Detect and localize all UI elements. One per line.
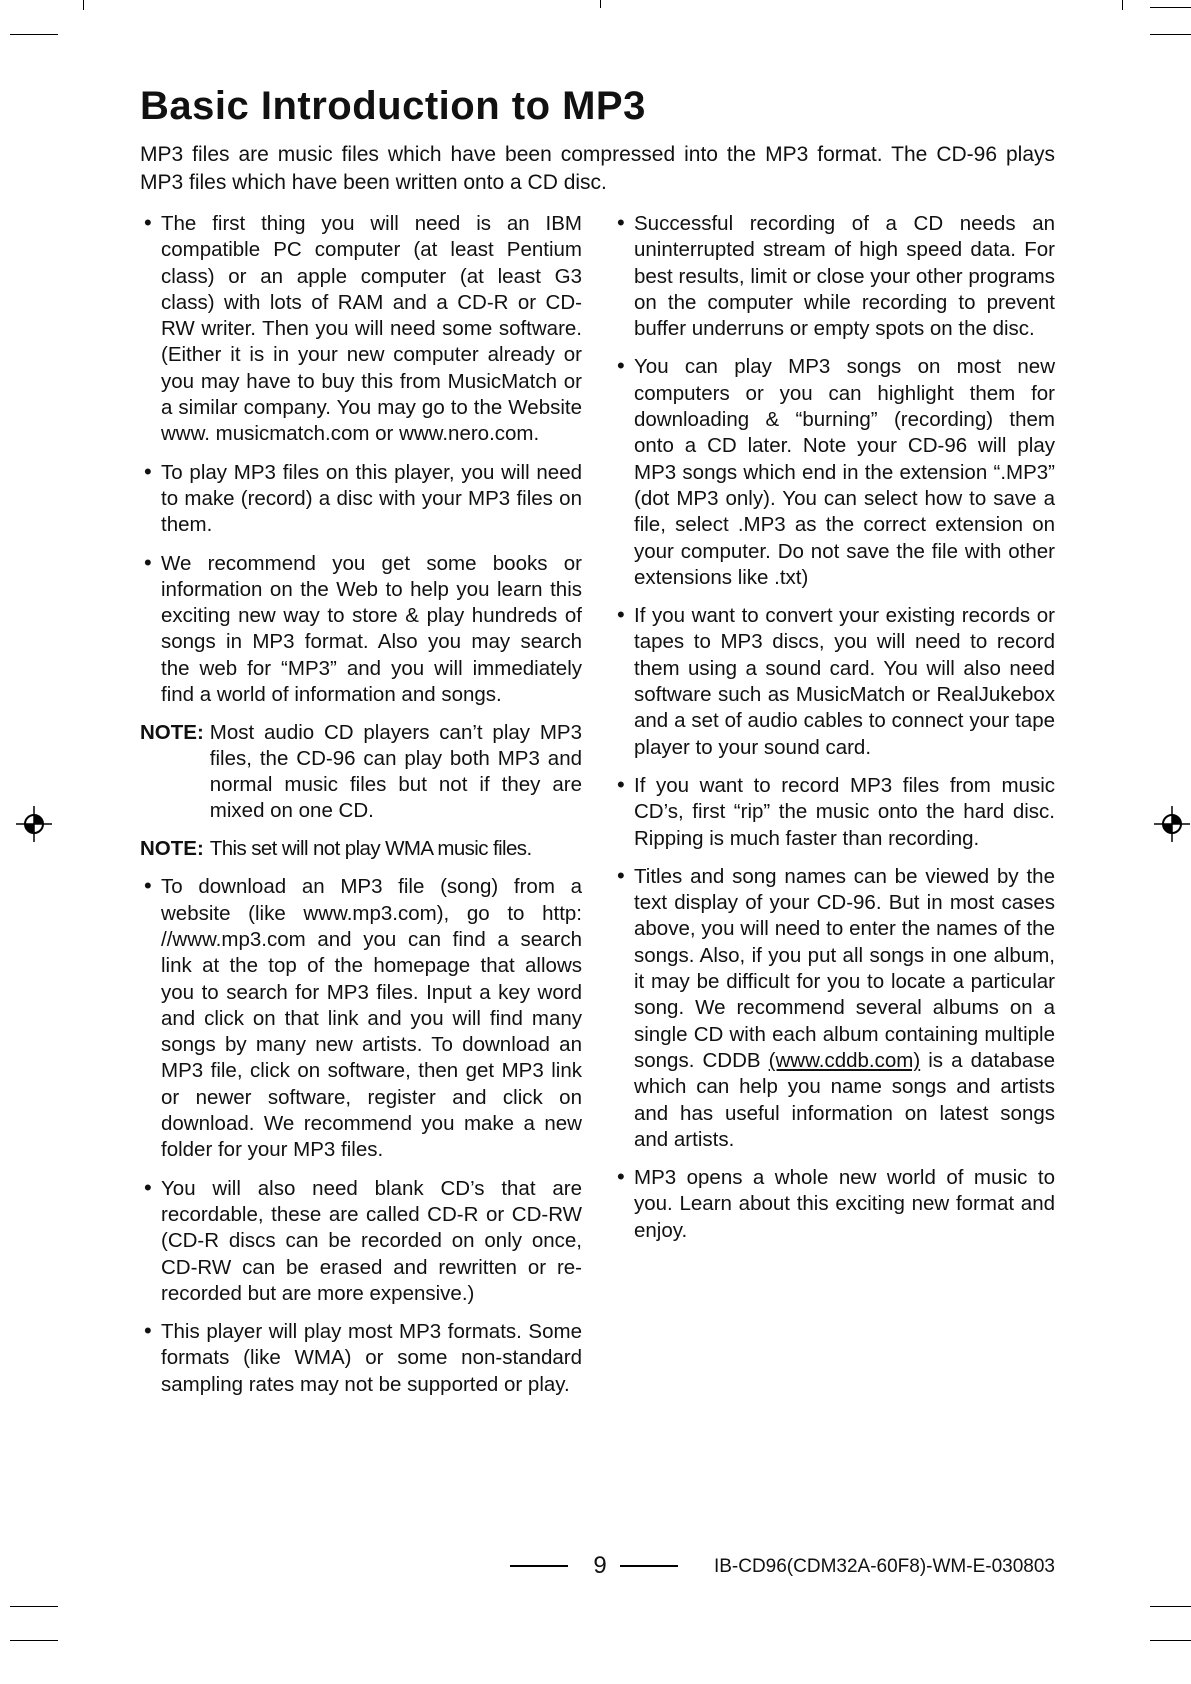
bullet-text: This player will play most MP3 formats. Some formats (like WMA) or some non-standard sampling rates may not be supported or play.	[161, 1320, 582, 1396]
note-text: This set will not play WMA music files.	[209, 837, 532, 861]
bullet-text: To download an MP3 file (song) from a website (like www.mp3.com), go to http: //www.mp3.com and you can find a search link at the top of the homepage that allows you to search for MP3 files. Input a key word and click on that link and you will find many songs by many new artists. To download an MP3 file, click on software, then get MP3 link or newer software, register and click on download. We recommend you make a new folder for your MP3 files.	[161, 875, 582, 1162]
bullet-text: You will also need blank CD’s that are recordable, these are called CD-R or CD-RW (CD-R discs can be recorded on only once, CD-RW can be erased and rewritten or re-recorded but are more expensive.)	[161, 1176, 582, 1305]
bullet-icon: •	[617, 602, 625, 628]
footer-rule-left	[510, 1565, 568, 1567]
intro-paragraph: MP3 files are music files which have been compressed into the MP3 format. The CD-96 plays MP3 files which have been written onto a CD disc.	[140, 143, 1055, 194]
bullet-icon: •	[144, 1318, 152, 1344]
bullet-item	[140, 874, 582, 1163]
bullet-item	[140, 460, 582, 539]
right-column	[613, 211, 1055, 1410]
page-number: 9	[593, 1552, 607, 1579]
cddb-text-after: is a database which can help you name songs and artists and has useful information on latest songs and artists.	[634, 1048, 1055, 1151]
note-text: Most audio CD players can’t play MP3 files, the CD-96 can play both MP3 and normal music files but not if they are mixed on one CD.	[209, 721, 582, 823]
bullet-text: If you want to convert your existing records or tapes to MP3 discs, you will need to record them using a sound card. You will also need software such as MusicMatch or RealJukebox and a set of audio cables to connect your tape player to your sound card.	[634, 604, 1055, 759]
bullet-icon: •	[617, 353, 625, 379]
page-title: Basic Introduction to MP3	[140, 84, 646, 128]
bullet-icon: •	[617, 210, 625, 235]
cddb-text-before: Titles and song names can be viewed by the text display of your CD-96. But in most cases above, you will need to enter the names of the songs. Also, if you put all songs in one album, it may be difficult for you to locate a particular song. We recommend several albums on a single CD with each album containing multiple songs. CDDB	[634, 864, 1055, 1072]
crop-mark	[10, 1640, 58, 1641]
footer-rule-right	[620, 1565, 678, 1567]
cddb-link[interactable]: (www.cddb.com)	[768, 1048, 921, 1072]
bullet-item	[613, 603, 1055, 761]
crop-mark	[10, 34, 58, 35]
two-column-body	[140, 211, 1055, 1410]
bullet-item	[613, 211, 1055, 342]
page-footer	[140, 1552, 1055, 1582]
note-label: NOTE:	[140, 721, 204, 745]
bullet-icon: •	[144, 458, 152, 484]
bullet-icon: •	[617, 862, 625, 888]
manual-page	[140, 84, 1055, 1410]
crop-mark	[1150, 7, 1191, 8]
bullet-item	[613, 1165, 1055, 1244]
bullet-icon: •	[144, 873, 152, 899]
crop-mark	[1150, 1640, 1191, 1641]
bullet-icon: •	[617, 1164, 625, 1190]
bullet-text	[634, 864, 1055, 1153]
bullet-text: MP3 opens a whole new world of music to you. Learn about this exciting new format and enjoy.	[634, 1166, 1055, 1242]
bullet-text: Successful recording of a CD needs an uninterrupted stream of high speed data. For best results, limit or close your other programs on the computer while recording to prevent buffer underruns or empty spots on the disc.	[634, 212, 1055, 341]
bullet-item	[613, 354, 1055, 591]
note-block	[140, 720, 582, 824]
crop-mark	[600, 0, 601, 8]
note-label: NOTE:	[140, 837, 204, 861]
crop-mark	[1122, 0, 1123, 10]
crop-mark	[1150, 34, 1191, 35]
bullet-text: You can play MP3 songs on most new computers or you can highlight them for downloading & “burning” (recording) them onto a CD later. Note your CD-96 will play MP3 songs which end in the extension “.MP3” (dot MP3 only). You can select how to save a file, select .MP3 as the correct extension on your computer. Do not save the file with other extensions like .txt)	[634, 355, 1055, 589]
registration-mark-icon	[1154, 806, 1190, 842]
bullet-icon: •	[617, 771, 625, 797]
document-id: IB-CD96(CDM32A-60F8)-WM-E-030803	[713, 1556, 1055, 1577]
bullet-item	[140, 1319, 582, 1398]
bullet-text: We recommend you get some books or information on the Web to help you learn this exciting new way to store & play hundreds of songs in MP3 format. Also you may search the web for “MP3” and you will immediately find a world of information and songs.	[161, 551, 582, 707]
bullet-text: To play MP3 files on this player, you will need to make (record) a disc with your MP3 files on them.	[161, 460, 582, 537]
bullet-text: The first thing you will need is an IBM compatible PC computer (at least Pentium class) or an apple computer (at least G3 class) with lots of RAM and a CD-R or CD-RW writer. Then you will need some software. (Either it is in your new computer already or you may have to buy this from MusicMatch or a similar company. You may go to the Website www. musicmatch.com or www.nero.com.	[161, 212, 582, 446]
crop-mark	[1150, 1606, 1191, 1607]
bullet-item	[140, 551, 582, 709]
bullet-item	[613, 773, 1055, 852]
bullet-item	[140, 211, 582, 448]
bullet-icon: •	[144, 549, 152, 575]
crop-mark	[83, 0, 84, 10]
note-block	[140, 836, 582, 862]
crop-mark	[10, 1606, 58, 1607]
registration-mark-icon	[16, 806, 52, 842]
bullet-icon: •	[144, 210, 152, 235]
bullet-icon: •	[144, 1174, 152, 1200]
bullet-item	[140, 1176, 582, 1307]
bullet-text: If you want to record MP3 files from music CD’s, first “rip” the music onto the hard disc. Ripping is much faster than recording.	[634, 773, 1055, 850]
left-column	[140, 211, 582, 1410]
bullet-item	[613, 864, 1055, 1153]
